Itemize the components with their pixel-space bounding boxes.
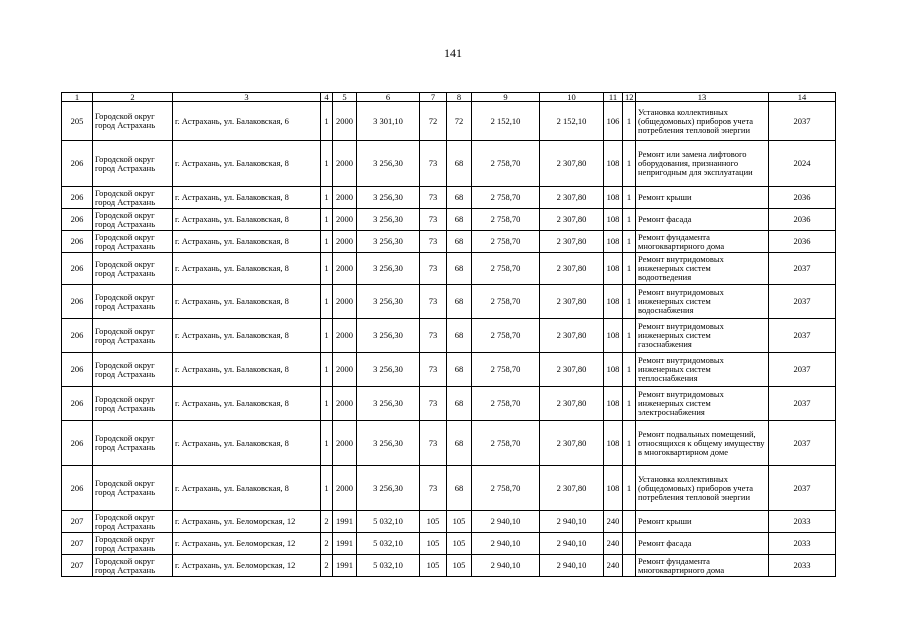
table-cell: 68 xyxy=(447,353,472,387)
table-cell: Ремонт фундамента многоквартирного дома xyxy=(636,231,769,253)
table-cell: 2033 xyxy=(769,511,836,533)
table-cell: 2036 xyxy=(769,231,836,253)
header-cell: 1 xyxy=(62,93,93,102)
table-cell: 1 xyxy=(321,353,333,387)
table-cell: 2000 xyxy=(333,353,357,387)
table-cell: 108 xyxy=(604,209,623,231)
table-cell: Городской округ город Астрахань xyxy=(93,466,173,511)
table-cell: г. Астрахань, ул. Балаковская, 8 xyxy=(173,141,321,187)
table-cell: Городской округ город Астрахань xyxy=(93,285,173,319)
table-cell: 1 xyxy=(623,253,636,285)
header-cell: 4 xyxy=(321,93,333,102)
header-row xyxy=(62,93,836,102)
table-cell: 2037 xyxy=(769,421,836,466)
table-cell: 105 xyxy=(420,533,447,555)
table-row xyxy=(62,209,836,231)
table-cell: Городской округ город Астрахань xyxy=(93,511,173,533)
table-cell: 68 xyxy=(447,231,472,253)
table-cell: 1 xyxy=(623,231,636,253)
table-cell: 2 307,80 xyxy=(540,387,604,421)
header-cell: 8 xyxy=(447,93,472,102)
table-cell: 207 xyxy=(62,511,93,533)
table-cell: 3 256,30 xyxy=(357,387,420,421)
table-cell: 2000 xyxy=(333,253,357,285)
table-cell: 2 152,10 xyxy=(472,102,540,141)
header-cell: 9 xyxy=(472,93,540,102)
table-cell: 1991 xyxy=(333,533,357,555)
table-cell: 2037 xyxy=(769,387,836,421)
table-cell: 2 307,80 xyxy=(540,421,604,466)
table-cell: 1 xyxy=(623,285,636,319)
table-cell: 1 xyxy=(623,387,636,421)
table-cell: 206 xyxy=(62,285,93,319)
table-cell: 73 xyxy=(420,141,447,187)
table-cell: 73 xyxy=(420,231,447,253)
table-cell: г. Астрахань, ул. Балаковская, 6 xyxy=(173,102,321,141)
table-row xyxy=(62,466,836,511)
table-cell: 108 xyxy=(604,285,623,319)
table-cell: 3 256,30 xyxy=(357,209,420,231)
table-cell: 68 xyxy=(447,319,472,353)
table-cell: 3 256,30 xyxy=(357,187,420,209)
table-cell: Городской округ город Астрахань xyxy=(93,187,173,209)
table-row xyxy=(62,387,836,421)
repair-program-table xyxy=(61,92,836,577)
table-cell: 2 307,80 xyxy=(540,209,604,231)
table-cell: 73 xyxy=(420,209,447,231)
table-cell: 73 xyxy=(420,319,447,353)
table-cell: 68 xyxy=(447,209,472,231)
table-cell: 73 xyxy=(420,421,447,466)
table-cell: 1991 xyxy=(333,511,357,533)
table-cell: 2 758,70 xyxy=(472,387,540,421)
table-cell: 2036 xyxy=(769,187,836,209)
table-row xyxy=(62,102,836,141)
table-cell: 105 xyxy=(447,511,472,533)
header-cell: 11 xyxy=(604,93,623,102)
table-cell: 3 256,30 xyxy=(357,319,420,353)
table-cell: г. Астрахань, ул. Балаковская, 8 xyxy=(173,387,321,421)
header-cell: 5 xyxy=(333,93,357,102)
table-cell: Ремонт фасада xyxy=(636,533,769,555)
table-cell: Городской округ город Астрахань xyxy=(93,421,173,466)
table-cell: 2000 xyxy=(333,421,357,466)
table-cell: г. Астрахань, ул. Балаковская, 8 xyxy=(173,187,321,209)
table-cell: 2 307,80 xyxy=(540,187,604,209)
table-cell: 1 xyxy=(321,285,333,319)
table-cell: Ремонт фундамента многоквартирного дома xyxy=(636,555,769,577)
table-cell: 2 758,70 xyxy=(472,421,540,466)
table-cell: 105 xyxy=(447,533,472,555)
table-cell: 108 xyxy=(604,231,623,253)
table-cell: Ремонт фасада xyxy=(636,209,769,231)
table-cell: 1 xyxy=(321,319,333,353)
table-row xyxy=(62,231,836,253)
table-cell: 3 256,30 xyxy=(357,353,420,387)
table-cell: Городской округ город Астрахань xyxy=(93,253,173,285)
table-cell: 68 xyxy=(447,421,472,466)
table-cell: г. Астрахань, ул. Балаковская, 8 xyxy=(173,231,321,253)
table-cell: 240 xyxy=(604,533,623,555)
table-cell: 2033 xyxy=(769,555,836,577)
header-cell: 10 xyxy=(540,93,604,102)
header-cell: 6 xyxy=(357,93,420,102)
table-cell: 2 940,10 xyxy=(472,511,540,533)
table-cell: 2 307,80 xyxy=(540,253,604,285)
table-cell: 68 xyxy=(447,285,472,319)
table-cell: 3 256,30 xyxy=(357,141,420,187)
table-cell: 1 xyxy=(321,102,333,141)
table-cell: 2 940,10 xyxy=(540,533,604,555)
table-cell: 207 xyxy=(62,533,93,555)
table-cell: 73 xyxy=(420,466,447,511)
table-cell: 72 xyxy=(447,102,472,141)
table-cell: Ремонт внутридомовых инженерных систем теплоснабжения xyxy=(636,353,769,387)
table-cell: 206 xyxy=(62,421,93,466)
table-cell: 206 xyxy=(62,209,93,231)
table-cell: 2 758,70 xyxy=(472,141,540,187)
table-cell: г. Астрахань, ул. Балаковская, 8 xyxy=(173,421,321,466)
table-cell: 2 758,70 xyxy=(472,231,540,253)
table-cell: Городской округ город Астрахань xyxy=(93,555,173,577)
table-cell: Городской округ город Астрахань xyxy=(93,209,173,231)
table-cell: 108 xyxy=(604,421,623,466)
table-cell: Ремонт внутридомовых инженерных систем водоотведения xyxy=(636,253,769,285)
table-row xyxy=(62,285,836,319)
table-cell: 2 758,70 xyxy=(472,285,540,319)
table-cell: 1991 xyxy=(333,555,357,577)
table-row xyxy=(62,141,836,187)
table-cell: 2 152,10 xyxy=(540,102,604,141)
table-cell: 1 xyxy=(321,231,333,253)
table-cell: 108 xyxy=(604,353,623,387)
table-cell: Городской округ город Астрахань xyxy=(93,387,173,421)
header-cell: 7 xyxy=(420,93,447,102)
table-cell: 1 xyxy=(623,421,636,466)
table-cell: 2 xyxy=(321,555,333,577)
table-cell: 1 xyxy=(623,353,636,387)
table-cell: Городской округ город Астрахань xyxy=(93,353,173,387)
table-cell: 240 xyxy=(604,555,623,577)
table-cell: 240 xyxy=(604,511,623,533)
table-cell: 68 xyxy=(447,141,472,187)
table-cell: 3 301,10 xyxy=(357,102,420,141)
table-cell: Ремонт внутридомовых инженерных систем электроснабжения xyxy=(636,387,769,421)
table-cell: 1 xyxy=(321,209,333,231)
table-cell: 2 307,80 xyxy=(540,141,604,187)
table-cell: 1 xyxy=(623,209,636,231)
table-cell: 68 xyxy=(447,187,472,209)
table-cell: 1 xyxy=(321,253,333,285)
table-cell: г. Астрахань, ул. Балаковская, 8 xyxy=(173,209,321,231)
table-cell: 2 758,70 xyxy=(472,353,540,387)
header-cell: 14 xyxy=(769,93,836,102)
table-cell: Ремонт внутридомовых инженерных систем газоснабжения xyxy=(636,319,769,353)
table-cell: Городской округ город Астрахань xyxy=(93,102,173,141)
header-cell: 2 xyxy=(93,93,173,102)
table-row xyxy=(62,533,836,555)
table-cell: 2033 xyxy=(769,533,836,555)
table-cell: 206 xyxy=(62,187,93,209)
table-cell: г. Астрахань, ул. Балаковская, 8 xyxy=(173,253,321,285)
table-cell: г. Астрахань, ул. Балаковская, 8 xyxy=(173,319,321,353)
table-cell: 2000 xyxy=(333,231,357,253)
table-cell: 206 xyxy=(62,253,93,285)
table-cell: г. Астрахань, ул. Беломорская, 12 xyxy=(173,533,321,555)
table-cell: 2 758,70 xyxy=(472,187,540,209)
table-cell: 2000 xyxy=(333,466,357,511)
table-cell: 1 xyxy=(321,141,333,187)
table-row xyxy=(62,319,836,353)
table-cell: Ремонт подвальных помещений, относящихся к общему имуществу в многоквартирном доме xyxy=(636,421,769,466)
table-cell: 2 307,80 xyxy=(540,319,604,353)
table-row xyxy=(62,511,836,533)
table-cell: 2000 xyxy=(333,285,357,319)
table-cell: 2 xyxy=(321,511,333,533)
table-cell: 108 xyxy=(604,466,623,511)
table-cell: 1 xyxy=(623,466,636,511)
table-cell: 2000 xyxy=(333,102,357,141)
table-cell: 2 307,80 xyxy=(540,285,604,319)
table-cell: 2 307,80 xyxy=(540,231,604,253)
table-cell: 1 xyxy=(623,187,636,209)
table-cell: 73 xyxy=(420,187,447,209)
table-cell: г. Астрахань, ул. Беломорская, 12 xyxy=(173,555,321,577)
header-cell: 12 xyxy=(623,93,636,102)
table-cell: 2 940,10 xyxy=(472,555,540,577)
table-cell: 68 xyxy=(447,253,472,285)
table-cell: 68 xyxy=(447,466,472,511)
table-cell: 105 xyxy=(420,511,447,533)
table-cell: 73 xyxy=(420,353,447,387)
table-cell: 72 xyxy=(420,102,447,141)
table-cell: 2 307,80 xyxy=(540,353,604,387)
table-cell: 2037 xyxy=(769,319,836,353)
table-cell: 3 256,30 xyxy=(357,421,420,466)
table-cell: 206 xyxy=(62,319,93,353)
table-cell: 5 032,10 xyxy=(357,533,420,555)
table-cell: 2000 xyxy=(333,209,357,231)
table-cell: 2037 xyxy=(769,102,836,141)
table-cell: 2 940,10 xyxy=(540,555,604,577)
table-cell: Установка коллективных (общедомовых) приборов учета потребления тепловой энергии xyxy=(636,466,769,511)
table-cell: 68 xyxy=(447,387,472,421)
table-cell: Городской округ город Астрахань xyxy=(93,533,173,555)
table-cell: 2 940,10 xyxy=(472,533,540,555)
table-cell: 2000 xyxy=(333,141,357,187)
table-cell: 2 307,80 xyxy=(540,466,604,511)
table-cell: 207 xyxy=(62,555,93,577)
table-cell: 206 xyxy=(62,387,93,421)
table-cell: 108 xyxy=(604,387,623,421)
table-cell: 3 256,30 xyxy=(357,231,420,253)
header-cell: 3 xyxy=(173,93,321,102)
table-row xyxy=(62,353,836,387)
table-cell: 108 xyxy=(604,187,623,209)
table-cell: 1 xyxy=(623,319,636,353)
table-cell: г. Астрахань, ул. Беломорская, 12 xyxy=(173,511,321,533)
table-cell: 2 940,10 xyxy=(540,511,604,533)
table-cell: Городской округ город Астрахань xyxy=(93,319,173,353)
table-cell: 73 xyxy=(420,387,447,421)
table-cell: 1 xyxy=(623,141,636,187)
table-cell xyxy=(623,555,636,577)
table-row xyxy=(62,187,836,209)
table-cell: 108 xyxy=(604,253,623,285)
table-cell: 5 032,10 xyxy=(357,555,420,577)
table-cell: Установка коллективных (общедомовых) приборов учета потребления тепловой энергии xyxy=(636,102,769,141)
table-cell: г. Астрахань, ул. Балаковская, 8 xyxy=(173,466,321,511)
table-cell: 105 xyxy=(447,555,472,577)
table-cell xyxy=(623,511,636,533)
table-row xyxy=(62,253,836,285)
table-cell: г. Астрахань, ул. Балаковская, 8 xyxy=(173,285,321,319)
table-cell: 1 xyxy=(321,466,333,511)
table-cell: 1 xyxy=(321,387,333,421)
table-cell: 1 xyxy=(321,187,333,209)
table-cell: 3 256,30 xyxy=(357,253,420,285)
table-cell: 206 xyxy=(62,141,93,187)
table-cell: 108 xyxy=(604,319,623,353)
table-cell: 2037 xyxy=(769,253,836,285)
table-cell: 73 xyxy=(420,253,447,285)
table-cell: 2037 xyxy=(769,353,836,387)
table-cell: 2036 xyxy=(769,209,836,231)
table-cell: 2000 xyxy=(333,319,357,353)
table-cell: 1 xyxy=(321,421,333,466)
table-cell: 2000 xyxy=(333,387,357,421)
table-cell: 3 256,30 xyxy=(357,466,420,511)
table-cell: 105 xyxy=(420,555,447,577)
table-cell: 108 xyxy=(604,141,623,187)
table-cell: 2 xyxy=(321,533,333,555)
table-cell: 3 256,30 xyxy=(357,285,420,319)
table-cell: Городской округ город Астрахань xyxy=(93,141,173,187)
table-cell: 2037 xyxy=(769,466,836,511)
table-row xyxy=(62,555,836,577)
table-cell: 106 xyxy=(604,102,623,141)
header-cell: 13 xyxy=(636,93,769,102)
table-cell: 73 xyxy=(420,285,447,319)
table-cell: 2 758,70 xyxy=(472,253,540,285)
table-row xyxy=(62,421,836,466)
table-cell: 206 xyxy=(62,466,93,511)
table-cell: 1 xyxy=(623,102,636,141)
table-cell: Ремонт внутридомовых инженерных систем водоснабжения xyxy=(636,285,769,319)
table-cell: 206 xyxy=(62,353,93,387)
table-cell: Ремонт крыши xyxy=(636,187,769,209)
table-cell: Ремонт крыши xyxy=(636,511,769,533)
table-cell: 2 758,70 xyxy=(472,319,540,353)
table-cell: 2 758,70 xyxy=(472,209,540,231)
table-cell: 2 758,70 xyxy=(472,466,540,511)
table-cell: 5 032,10 xyxy=(357,511,420,533)
table-cell: 2024 xyxy=(769,141,836,187)
page-number: 141 xyxy=(444,46,462,60)
table-cell: 205 xyxy=(62,102,93,141)
table-cell: Ремонт или замена лифтового оборудования, признанного непригодным для эксплуатации xyxy=(636,141,769,187)
table-cell xyxy=(623,533,636,555)
table-cell: 2037 xyxy=(769,285,836,319)
table-cell: Городской округ город Астрахань xyxy=(93,231,173,253)
table-cell: г. Астрахань, ул. Балаковская, 8 xyxy=(173,353,321,387)
table-cell: 2000 xyxy=(333,187,357,209)
table-cell: 206 xyxy=(62,231,93,253)
